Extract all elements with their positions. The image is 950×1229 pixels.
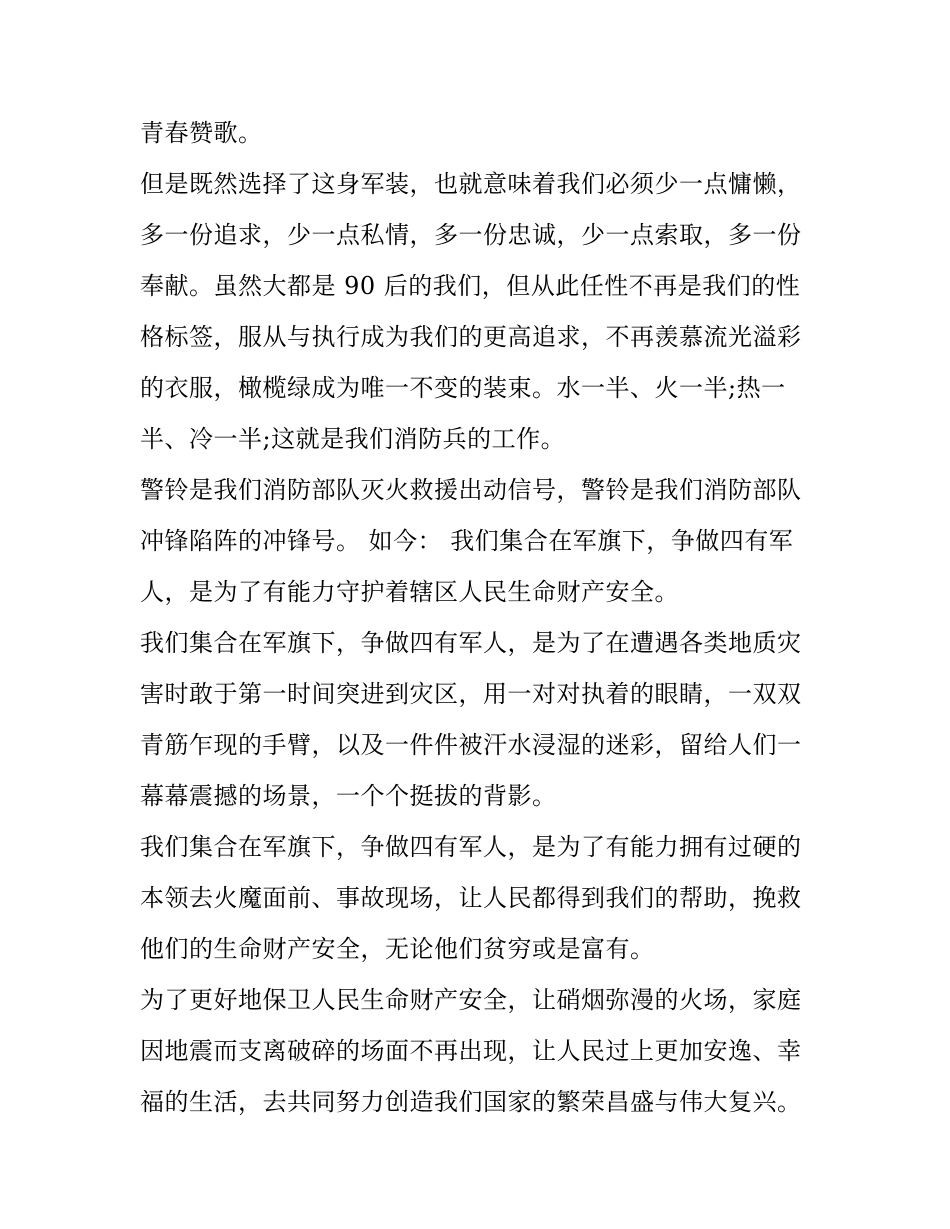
paragraph-4: [140, 618, 820, 822]
paragraph-1: [140, 108, 820, 159]
text-line: 他们的生命财产安全，无论他们贫穷或是富有。: [140, 935, 655, 963]
text-line: 奉献。虽然大都是 90 后的我们，但从此任性不再是我们的性: [140, 272, 801, 300]
text-line: 青春赞歌。: [140, 119, 263, 147]
text-line: 冲锋陷阵的冲锋号。 如今： 我们集合在军旗下，争做四有军: [140, 527, 794, 555]
text-line: 害时敢于第一时间突进到灾区，用一对对执着的眼睛，一双双: [140, 680, 802, 708]
text-line: 的衣服，橄榄绿成为唯一不变的装束。水一半、火一半;热一: [140, 374, 786, 402]
text-line: 本领去火魔面前、事故现场，让人民都得到我们的帮助，挽救: [140, 884, 802, 912]
text-line: 格标签，服从与执行成为我们的更高追求，不再羡慕流光溢彩: [140, 323, 802, 351]
paragraph-3: [140, 465, 820, 618]
text-line: 青筋乍现的手臂，以及一件件被汗水浸湿的迷彩，留给人们一: [140, 731, 802, 759]
text-line: 人，是为了有能力守护着辖区人民生命财产安全。: [140, 578, 679, 606]
text-line: 我们集合在军旗下，争做四有军人，是为了有能力拥有过硬的: [140, 833, 802, 861]
text-line: 因地震而支离破碎的场面不再出现，让人民过上更加安逸、幸: [140, 1037, 802, 1065]
text-line: 我们集合在军旗下，争做四有军人，是为了在遭遇各类地质灾: [140, 629, 802, 657]
text-line: 警铃是我们消防部队灭火救援出动信号，警铃是我们消防部队: [140, 476, 802, 504]
paragraph-2: [140, 159, 820, 465]
text-line: 半、冷一半;这就是我们消防兵的工作。: [140, 425, 566, 453]
text-line: 多一份追求，少一点私情，多一份忠诚，少一点索取，多一份: [140, 221, 802, 249]
text-line: 但是既然选择了这身军装，也就意味着我们必须少一点慵懒，: [140, 170, 802, 198]
text-line: 幕幕震撼的场景，一个个挺拔的背影。: [140, 782, 557, 810]
document-body: [140, 108, 820, 1128]
paragraph-5: [140, 822, 820, 975]
text-line: 为了更好地保卫人民生命财产安全，让硝烟弥漫的火场，家庭: [140, 986, 802, 1014]
text-line: 福的生活，去共同努力创造我们国家的繁荣昌盛与伟大复兴。: [140, 1088, 802, 1116]
paragraph-6: [140, 975, 820, 1128]
